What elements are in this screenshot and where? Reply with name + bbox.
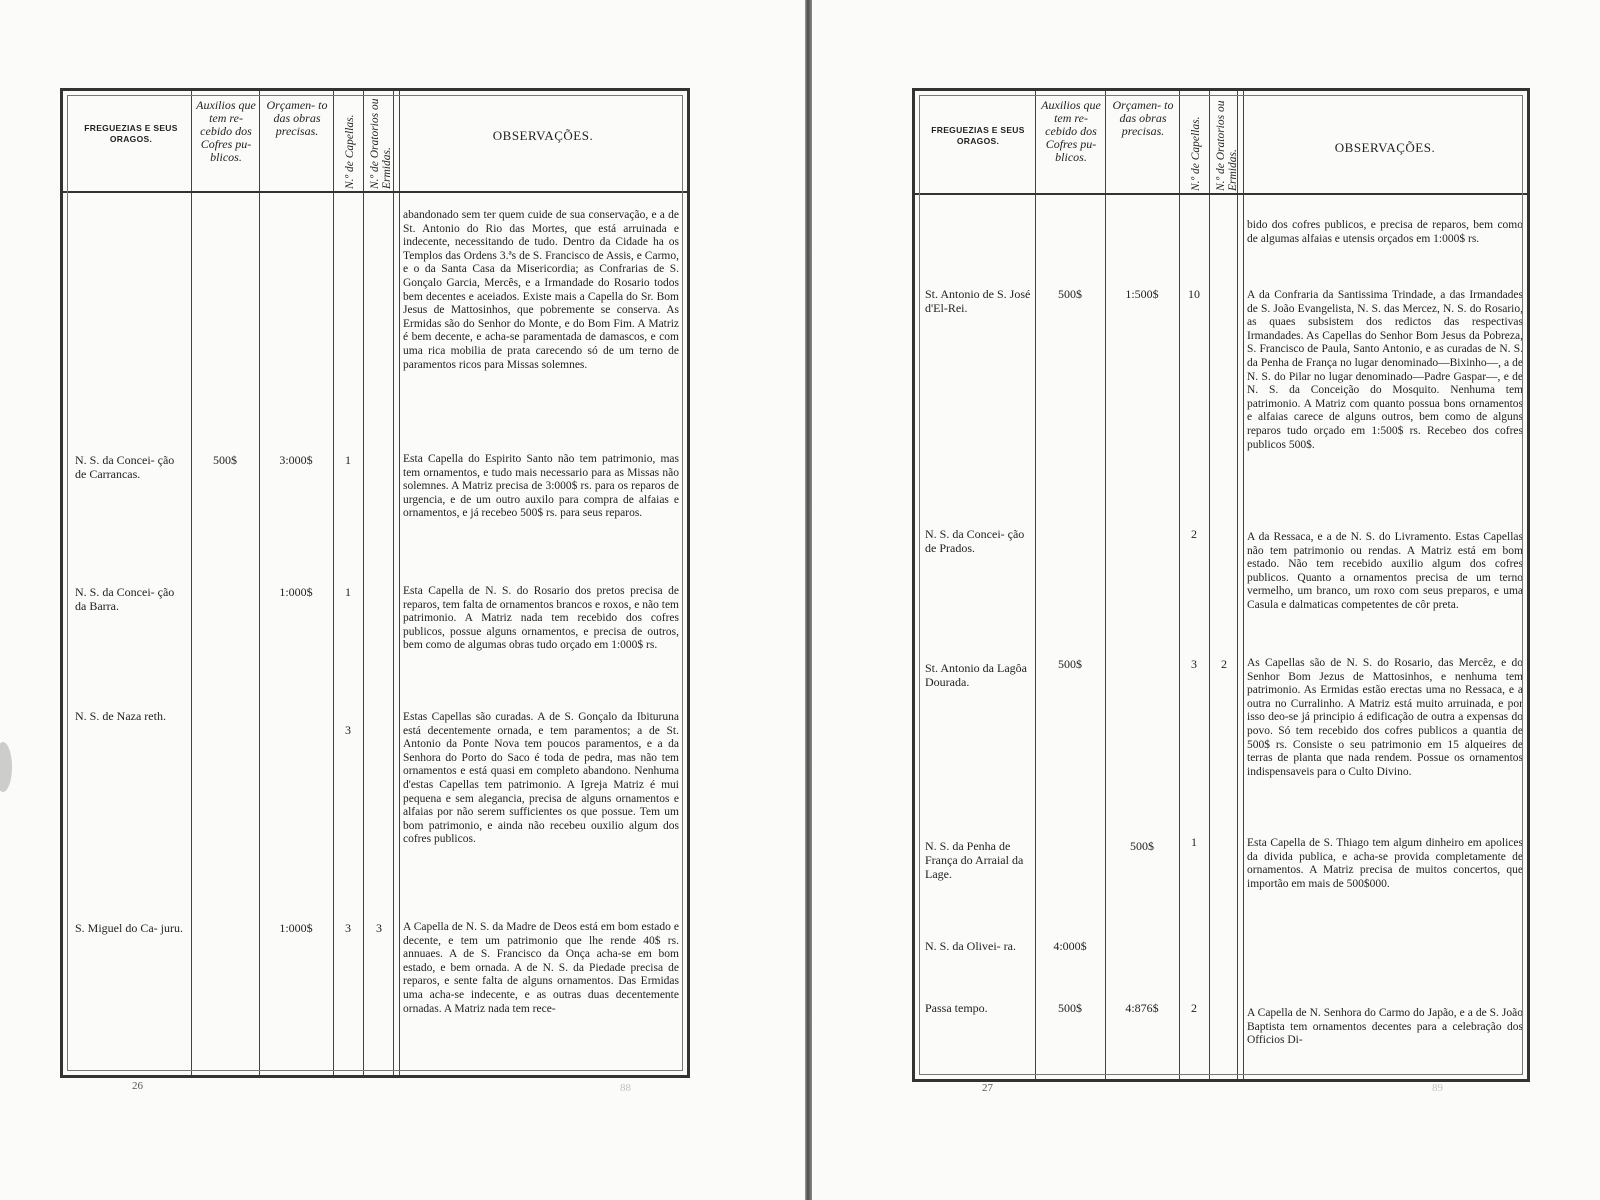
header-capellas: N.º de Capellas. [1190, 116, 1202, 191]
header-oratorios: N.º de Oratorios ou Ermidas. [369, 98, 393, 189]
right-page [812, 0, 1600, 1200]
orcamento-value: 1:500$ [1125, 287, 1159, 301]
capellas-value: 3 [1191, 657, 1197, 671]
auxilios-value: 500$ [213, 453, 237, 467]
obs-text: Esta Capella do Espirito Santo não tem patrimonio, mas tem ornamentos, e tudo mais necessario para as Missas não solemnes. A Matriz precisa de 3:000$ rs. para os reparos de urgencia, e de um outro auxilo para compra de alfaias e ornamentos, e já recebeo 500$ rs. para seus reparos. [403, 453, 679, 520]
right-table [912, 88, 1530, 1082]
header-orcamento: Orçamen- to das obras precisas. [1112, 98, 1174, 138]
orcamento-value: 1:000$ [279, 585, 313, 599]
obs-text: Esta Capella de S. Thiago tem algum dinheiro em apolices da divida publica, e acha-se provida completamente de ornamentos. A Matriz precisa de muitos concertos, que importão em mais de 500$000. [1247, 837, 1523, 890]
header-orcamento: Orçamen- to das obras precisas. [266, 98, 328, 138]
obs-continuation: bido dos cofres publicos, e precisa de reparos, bem como de algumas alfaias e utensis orçados em 1:000$ rs. [1247, 219, 1523, 245]
capellas-value: 1 [345, 453, 351, 467]
obs-text: As Capellas são de N. S. do Rosario, das Mercêz, e do Senhor Bom Jezus de Mattosinhos, e nenhuma tem patrimonio. As Ermidas estão erectas uma no Ressaca, e a outra no Curralinho. A Matriz está muito arruinada, e por isso deo-se já principio á edificação de outra a expensas do povo. Só tem recebido dos cofres publicos a quantia de 500$ rs. Consiste o seu patrimonio em 15 alqueires de terras de planta que nada rendem. Possue os ornamentos indispensaveis para o Culto Divino. [1247, 657, 1523, 778]
header-freguezias: FREGUEZIAS E SEUS ORAGOS. [84, 123, 178, 144]
freguezia-name: St. Antonio da Lagôa Dourada. [925, 661, 1027, 689]
capellas-value: 10 [1188, 287, 1200, 301]
orcamento-value: 1:000$ [279, 921, 313, 935]
page-number-right-ghost: 89 [1432, 1082, 1443, 1094]
capellas-value: 2 [1191, 527, 1197, 541]
header-auxilios: Auxilios que tem re- cebido dos Cofres pu- blicos. [1041, 98, 1101, 164]
header-capellas: N.º de Capellas. [344, 114, 356, 189]
orcamento-value: 4:876$ [1125, 1001, 1159, 1015]
obs-text: Esta Capella de N. S. do Rosario dos pretos precisa de reparos, tem falta de ornamentos brancos e roxos, e não tem patrimonio. A Matriz nada tem recebido dos cofres publicos, possue alguns ornamentos, e precisa de outros, bem como de algumas obras tudo orçado em 1:000$ rs. [403, 585, 679, 652]
oratorios-value: 2 [1221, 657, 1227, 671]
obs-text: A da Confraria da Santissima Trindade, a das Irmandades de S. João Evangelista, N. S. das Mercez, N. S. do Rosario, as quaes subsistem dos redictos das respectivas Irmandades. As Capellas do Senhor Bom Jesus da Pobreza, S. Francisco de Paula, Santo Antonio, e as curadas de N. S. da Penha de França no lugar denominado—Bixinho—, a de N. S. do Pilar no lugar denominado—Padre Gaspar—, e de N. S. da Conceição do Mosquito. Nenhuma tem patrimonio. A Matriz com quanto possua bons ornamentos e alfaias carece de alguns outros, bem como de alguns reparos tudo orçado em 1:500$ rs. Recebeo dos cofres publicos 500$. [1247, 289, 1523, 451]
header-freguezias: FREGUEZIAS E SEUS ORAGOS. [931, 125, 1025, 146]
obs-text: Estas Capellas são curadas. A de S. Gonçalo da Ibituruna está decentemente ornada, e tem paramentos; a de St. Antonio da Ponte Nova tem poucos paramentos, e a da Senhora do Porto do Saco é toda de pedra, mas não tem ornamentos e está quasi em completo abandono. Nenhuma d'estas Capellas tem patrimonio. A Igreja Matriz é mui pequena e sem alegancia, precisa de alguns ornamentos e alfaias por não serem sufficientes os que possue. Tem um bom patrimonio, e ainda não recebeu ouxilio algum dos cofres publicos. [403, 711, 679, 846]
auxilios-value: 4:000$ [1053, 939, 1087, 953]
obs-text: A da Ressaca, e a de N. S. do Livramento. Estas Capellas não tem patrimonio ou rendas. A Matriz está em bom estado. Não tem recebido auxilio algum dos cofres publicos. Quanto a ornamentos precisa de um terno vermelho, um branco, um roxo com seus preparos, e uma Casula e dalmaticas competentes de côr preta. [1247, 531, 1523, 611]
oratorios-value: 3 [376, 921, 382, 935]
header-auxilios: Auxilios que tem re- cebido dos Cofres pu- blicos. [196, 98, 256, 164]
page-number-left-ghost: 88 [620, 1082, 631, 1094]
obs-text: A Capella de N. S. da Madre de Deos está em bom estado e decente, e tem um patrimonio que lhe rende 40$ rs. annuaes. A de S. Francisco da Onça acha-se em bom estado, e bem ornada. A de N. S. da Piedade precisa de reparos, e sente falta de alguns ornamentos. Das Ermidas uma acha-se indecente, e as outras duas decentemente ornadas. A Matriz nada tem rece- [403, 921, 679, 1015]
freguezia-name: Passa tempo. [925, 1001, 988, 1015]
page-number-right: 27 [982, 1082, 993, 1094]
orcamento-value: 500$ [1130, 839, 1154, 853]
capellas-value: 3 [345, 921, 351, 935]
header-observacoes: OBSERVAÇÕES. [492, 128, 594, 143]
capellas-value: 2 [1191, 1001, 1197, 1015]
page-number-left: 26 [132, 1080, 143, 1092]
capellas-value: 1 [1191, 835, 1197, 849]
freguezia-name: N. S. da Concei- ção de Prados. [925, 527, 1025, 555]
freguezia-name: N. S. da Penha de França do Arraial da Lage. [925, 839, 1024, 881]
header-observacoes: OBSERVAÇÕES. [1334, 140, 1436, 155]
obs-continuation: abandonado sem ter quem cuide de sua conservação, e a de St. Antonio do Rio das Mortes, que está arruinada e indecente, necessitando de tudo. Dentro da Cidade ha os Templos das Ordens 3.ªs de S. Francisco de Assis, e Carmo, e o da Santa Casa da Misericordia; as Confrarias de S. Gonçalo Garcia, Mercês, e a Irmandade do Rosario todos bem decentes e aceiados. Existe mais a Capella do Sr. Bom Jesus de Mattosinhos, que pobremente se conserva. As Ermidas são do Senhor do Monte, e do Bom Fim. A Matriz é bem decente, e acha-se paramentada de damascos, e com uma rica mobilia de prata carecendo só de um terno de paramentos ricos para Missas solemnes. [403, 209, 679, 371]
left-table [60, 88, 690, 1078]
capellas-value: 1 [345, 585, 351, 599]
freguezia-name: N. S. da Concei- ção da Barra. [75, 585, 175, 613]
freguezia-name: S. Miguel do Ca- juru. [75, 921, 183, 935]
auxilios-value: 500$ [1058, 657, 1082, 671]
edge-smudge [0, 742, 12, 792]
freguezia-name: N. S. da Concei- ção de Carrancas. [75, 453, 175, 481]
freguezia-name: St. Antonio de S. José d'El-Rei. [925, 287, 1031, 315]
freguezia-name: N. S. da Olivei- ra. [925, 939, 1016, 953]
orcamento-value: 3:000$ [279, 453, 313, 467]
obs-text: A Capella de N. Senhora do Carmo do Japão, e a de S. João Baptista tem ornamentos decentes para a celebração dos Officios Di- [1247, 1007, 1523, 1047]
auxilios-value: 500$ [1058, 287, 1082, 301]
book-spine [805, 0, 812, 1200]
auxilios-value: 500$ [1058, 1001, 1082, 1015]
capellas-value: 3 [345, 723, 351, 737]
freguezia-name: N. S. de Naza reth. [75, 709, 166, 723]
header-oratorios: N.º de Oratorios ou Ermidas. [1215, 100, 1239, 191]
